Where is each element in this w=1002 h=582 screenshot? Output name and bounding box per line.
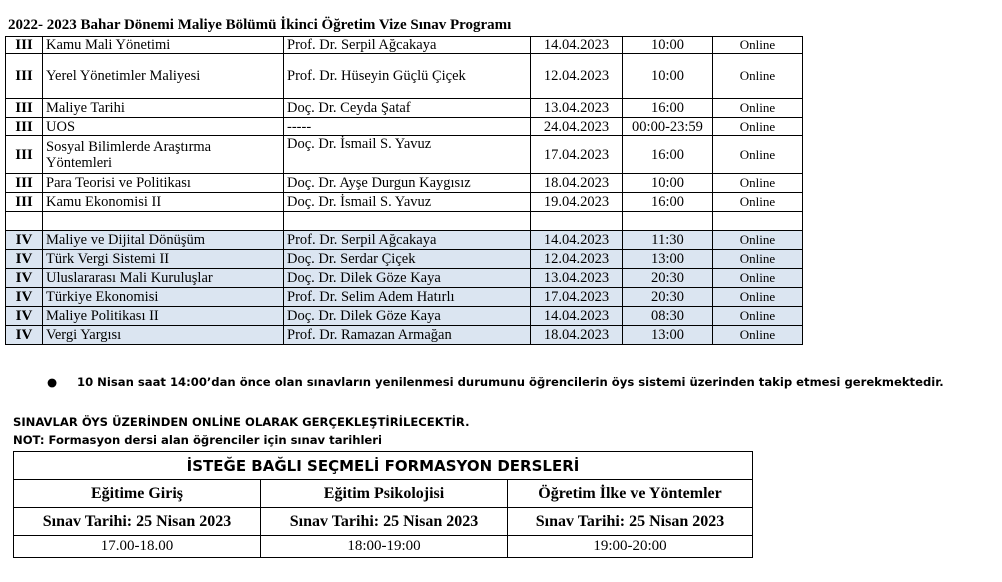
level-cell: IV (6, 250, 43, 269)
exam-time-cell: 17.00-18.00 (14, 536, 261, 558)
online-notice: SINAVLAR ÖYS ÜZERİNDEN ONLİNE OLARAK GERÇEKLEŞTİRİLECEKTİR. (13, 415, 470, 429)
time-cell: 11:30 (623, 231, 713, 250)
course-cell: Maliye Politikası II (43, 307, 284, 326)
bullet-note (47, 375, 944, 389)
exam-schedule-table (5, 36, 803, 345)
empty-cell (531, 212, 623, 231)
level-cell: IV (6, 326, 43, 345)
time-cell: 00:00-23:59 (623, 118, 713, 136)
course-cell: Türkiye Ekonomisi (43, 288, 284, 307)
formation-course-row (14, 480, 753, 508)
formation-header-row (14, 452, 753, 480)
table-row (6, 37, 803, 54)
course-cell: Maliye Tarihi (43, 99, 284, 118)
instructor-cell: Prof. Dr. Ramazan Armağan (284, 326, 531, 345)
empty-cell (284, 212, 531, 231)
mode-cell: Online (713, 250, 803, 269)
course-cell: Uluslararası Mali Kuruluşlar (43, 269, 284, 288)
instructor-cell: Prof. Dr. Selim Adem Hatırlı (284, 288, 531, 307)
empty-cell (713, 212, 803, 231)
mode-cell: Online (713, 231, 803, 250)
mode-cell: Online (713, 118, 803, 136)
date-cell: 17.04.2023 (531, 136, 623, 174)
bullet-dot-icon: ● (47, 375, 58, 389)
mode-cell: Online (713, 37, 803, 54)
date-cell: 17.04.2023 (531, 288, 623, 307)
exam-date-cell: Sınav Tarihi: 25 Nisan 2023 (14, 508, 261, 536)
bullet-note-text: 10 Nisan saat 14:00’dan önce olan sınavların yenilenmesi durumunu öğrencilerin öys sistemi üzerinden takip etmesi gerekmektedir. (77, 375, 944, 389)
exam-time-cell: 19:00-20:00 (508, 536, 753, 558)
course-cell: Yerel Yönetimler Maliyesi (43, 54, 284, 99)
empty-cell (6, 212, 43, 231)
date-cell: 19.04.2023 (531, 193, 623, 212)
level-cell: III (6, 54, 43, 99)
level-cell: IV (6, 231, 43, 250)
course-cell: Kamu Ekonomisi II (43, 193, 284, 212)
time-cell: 20:30 (623, 269, 713, 288)
time-cell: 16:00 (623, 99, 713, 118)
mode-cell: Online (713, 136, 803, 174)
level-cell: III (6, 118, 43, 136)
date-cell: 18.04.2023 (531, 326, 623, 345)
time-cell: 16:00 (623, 193, 713, 212)
date-cell: 13.04.2023 (531, 99, 623, 118)
mode-cell: Online (713, 54, 803, 99)
course-cell: Maliye ve Dijital Dönüşüm (43, 231, 284, 250)
date-cell: 14.04.2023 (531, 37, 623, 54)
exam-time-cell: 18:00-19:00 (261, 536, 508, 558)
course-cell: Kamu Mali Yönetimi (43, 37, 284, 54)
level-cell: III (6, 99, 43, 118)
level-cell: IV (6, 269, 43, 288)
instructor-cell: ----- (284, 118, 531, 136)
formation-table (13, 451, 753, 558)
instructor-cell: Doç. Dr. Ceyda Şataf (284, 99, 531, 118)
table-row (6, 99, 803, 118)
mode-cell: Online (713, 326, 803, 345)
course-cell: Vergi Yargısı (43, 326, 284, 345)
empty-row (6, 212, 803, 231)
table-row (6, 174, 803, 193)
date-cell: 13.04.2023 (531, 269, 623, 288)
time-cell: 10:00 (623, 37, 713, 54)
formation-note: NOT: Formasyon dersi alan öğrenciler için sınav tarihleri (13, 433, 382, 447)
level-cell: III (6, 174, 43, 193)
level-cell: IV (6, 288, 43, 307)
table-row (6, 326, 803, 345)
date-cell: 18.04.2023 (531, 174, 623, 193)
level-cell: IV (6, 307, 43, 326)
course-name-cell: Eğitime Giriş (14, 480, 261, 508)
exam-date-cell: Sınav Tarihi: 25 Nisan 2023 (508, 508, 753, 536)
date-cell: 14.04.2023 (531, 231, 623, 250)
mode-cell: Online (713, 307, 803, 326)
course-cell: Para Teorisi ve Politikası (43, 174, 284, 193)
time-cell: 10:00 (623, 54, 713, 99)
date-cell: 12.04.2023 (531, 54, 623, 99)
time-cell: 13:00 (623, 250, 713, 269)
formation-date-row (14, 508, 753, 536)
mode-cell: Online (713, 269, 803, 288)
date-cell: 14.04.2023 (531, 307, 623, 326)
time-cell: 16:00 (623, 136, 713, 174)
formation-header: İSTEĞE BAĞLI SEÇMELİ FORMASYON DERSLERİ (14, 452, 753, 480)
time-cell: 08:30 (623, 307, 713, 326)
instructor-cell: Doç. Dr. Serdar Çiçek (284, 250, 531, 269)
table-row (6, 250, 803, 269)
instructor-cell: Doç. Dr. İsmail S. Yavuz (284, 193, 531, 212)
table-row (6, 118, 803, 136)
instructor-cell: Doç. Dr. Dilek Göze Kaya (284, 269, 531, 288)
course-cell: Sosyal Bilimlerde Araştırma Yöntemleri (43, 136, 284, 174)
formation-time-row (14, 536, 753, 558)
exam-date-cell: Sınav Tarihi: 25 Nisan 2023 (261, 508, 508, 536)
level-cell: III (6, 193, 43, 212)
table-row (6, 288, 803, 307)
instructor-cell: Doç. Dr. Dilek Göze Kaya (284, 307, 531, 326)
level-cell: III (6, 37, 43, 54)
time-cell: 20:30 (623, 288, 713, 307)
document-title: 2022- 2023 Bahar Dönemi Maliye Bölümü İkinci Öğretim Vize Sınav Programı (8, 17, 512, 33)
instructor-cell: Prof. Dr. Hüseyin Güçlü Çiçek (284, 54, 531, 99)
mode-cell: Online (713, 288, 803, 307)
date-cell: 12.04.2023 (531, 250, 623, 269)
mode-cell: Online (713, 99, 803, 118)
mode-cell: Online (713, 174, 803, 193)
instructor-cell: Prof. Dr. Serpil Ağcakaya (284, 37, 531, 54)
date-cell: 24.04.2023 (531, 118, 623, 136)
table-row (6, 307, 803, 326)
time-cell: 10:00 (623, 174, 713, 193)
instructor-cell: Doç. Dr. İsmail S. Yavuz (284, 136, 531, 174)
instructor-cell: Doç. Dr. Ayşe Durgun Kaygısız (284, 174, 531, 193)
table-row (6, 269, 803, 288)
mode-cell: Online (713, 193, 803, 212)
course-cell: Türk Vergi Sistemi II (43, 250, 284, 269)
table-row (6, 136, 803, 174)
course-name-cell: Eğitim Psikolojisi (261, 480, 508, 508)
course-cell: UOS (43, 118, 284, 136)
table-row (6, 193, 803, 212)
empty-cell (623, 212, 713, 231)
table-row (6, 231, 803, 250)
time-cell: 13:00 (623, 326, 713, 345)
level-cell: III (6, 136, 43, 174)
instructor-cell: Prof. Dr. Serpil Ağcakaya (284, 231, 531, 250)
course-name-cell: Öğretim İlke ve Yöntemler (508, 480, 753, 508)
empty-cell (43, 212, 284, 231)
table-row (6, 54, 803, 99)
